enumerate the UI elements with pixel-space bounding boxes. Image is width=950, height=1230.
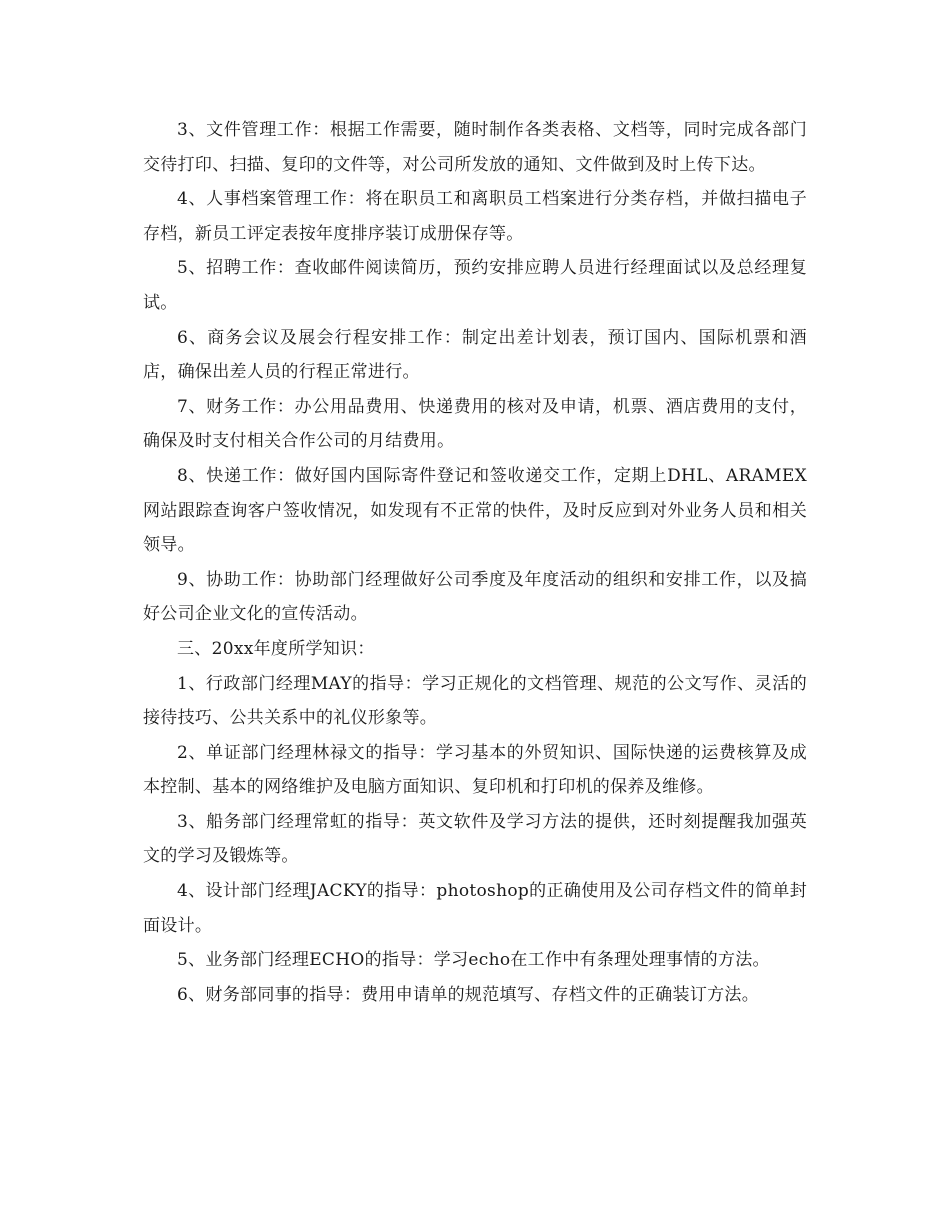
paragraph-recruitment: 5、招聘工作：查收邮件阅读简历，预约安排应聘人员进行经理面试以及总经理复试。 [143, 258, 807, 313]
paragraph-personnel-archives: 4、人事档案管理工作：将在职员工和离职员工档案进行分类存档，并做扫描电子存档，新员工评定表按年度排序装订成册保存等。 [143, 189, 807, 244]
paragraph-assistance: 9、协助工作：协助部门经理做好公司季度及年度活动的组织和安排工作，以及搞好公司企业文化的宣传活动。 [143, 569, 807, 625]
paragraph-business-manager-guidance: 5、业务部门经理ECHO的指导：学习echo在工作中有条理处理事情的方法。 [177, 950, 770, 971]
paragraph-finance-colleague-guidance: 6、财务部同事的指导：费用申请单的规范填写、存档文件的正确装订方法。 [177, 984, 760, 1005]
paragraph-admin-manager-guidance: 1、行政部门经理MAY的指导：学习正规化的文档管理、规范的公文写作、灵活的接待技巧、公共关系中的礼仪形象等。 [143, 673, 807, 729]
paragraph-shipping-manager-guidance: 3、船务部门经理常虹的指导：英文软件及学习方法的提供，还时刻提醒我加强英文的学习及锻炼等。 [143, 811, 807, 867]
section-heading-knowledge: 三、20xx年度所学知识： [177, 638, 375, 659]
document-body [143, 113, 807, 1012]
paragraph-express-delivery: 8、快递工作：做好国内国际寄件登记和签收递交工作，定期上DHL、ARAMEX网站跟踪查询客户签收情况，如发现有不正常的快件，及时反应到对外业务人员和相关领导。 [143, 465, 807, 556]
paragraph-business-travel: 6、商务会议及展会行程安排工作：制定出差计划表，预订国内、国际机票和酒店，确保出差人员的行程正常进行。 [143, 327, 807, 383]
paragraph-file-management: 3、文件管理工作：根据工作需要，随时制作各类表格、文档等，同时完成各部门交待打印、扫描、复印的文件等，对公司所发放的通知、文件做到及时上传下达。 [143, 120, 807, 175]
paragraph-finance: 7、财务工作：办公用品费用、快递费用的核对及申请，机票、酒店费用的支付，确保及时支付相关合作公司的月结费用。 [143, 396, 807, 452]
paragraph-design-manager-guidance: 4、设计部门经理JACKY的指导：photoshop的正确使用及公司存档文件的简单封面设计。 [143, 881, 807, 936]
paragraph-documents-manager-guidance: 2、单证部门经理林禄文的指导：学习基本的外贸知识、国际快递的运费核算及成本控制、基本的网络维护及电脑方面知识、复印机和打印机的保养及维修。 [143, 742, 807, 798]
